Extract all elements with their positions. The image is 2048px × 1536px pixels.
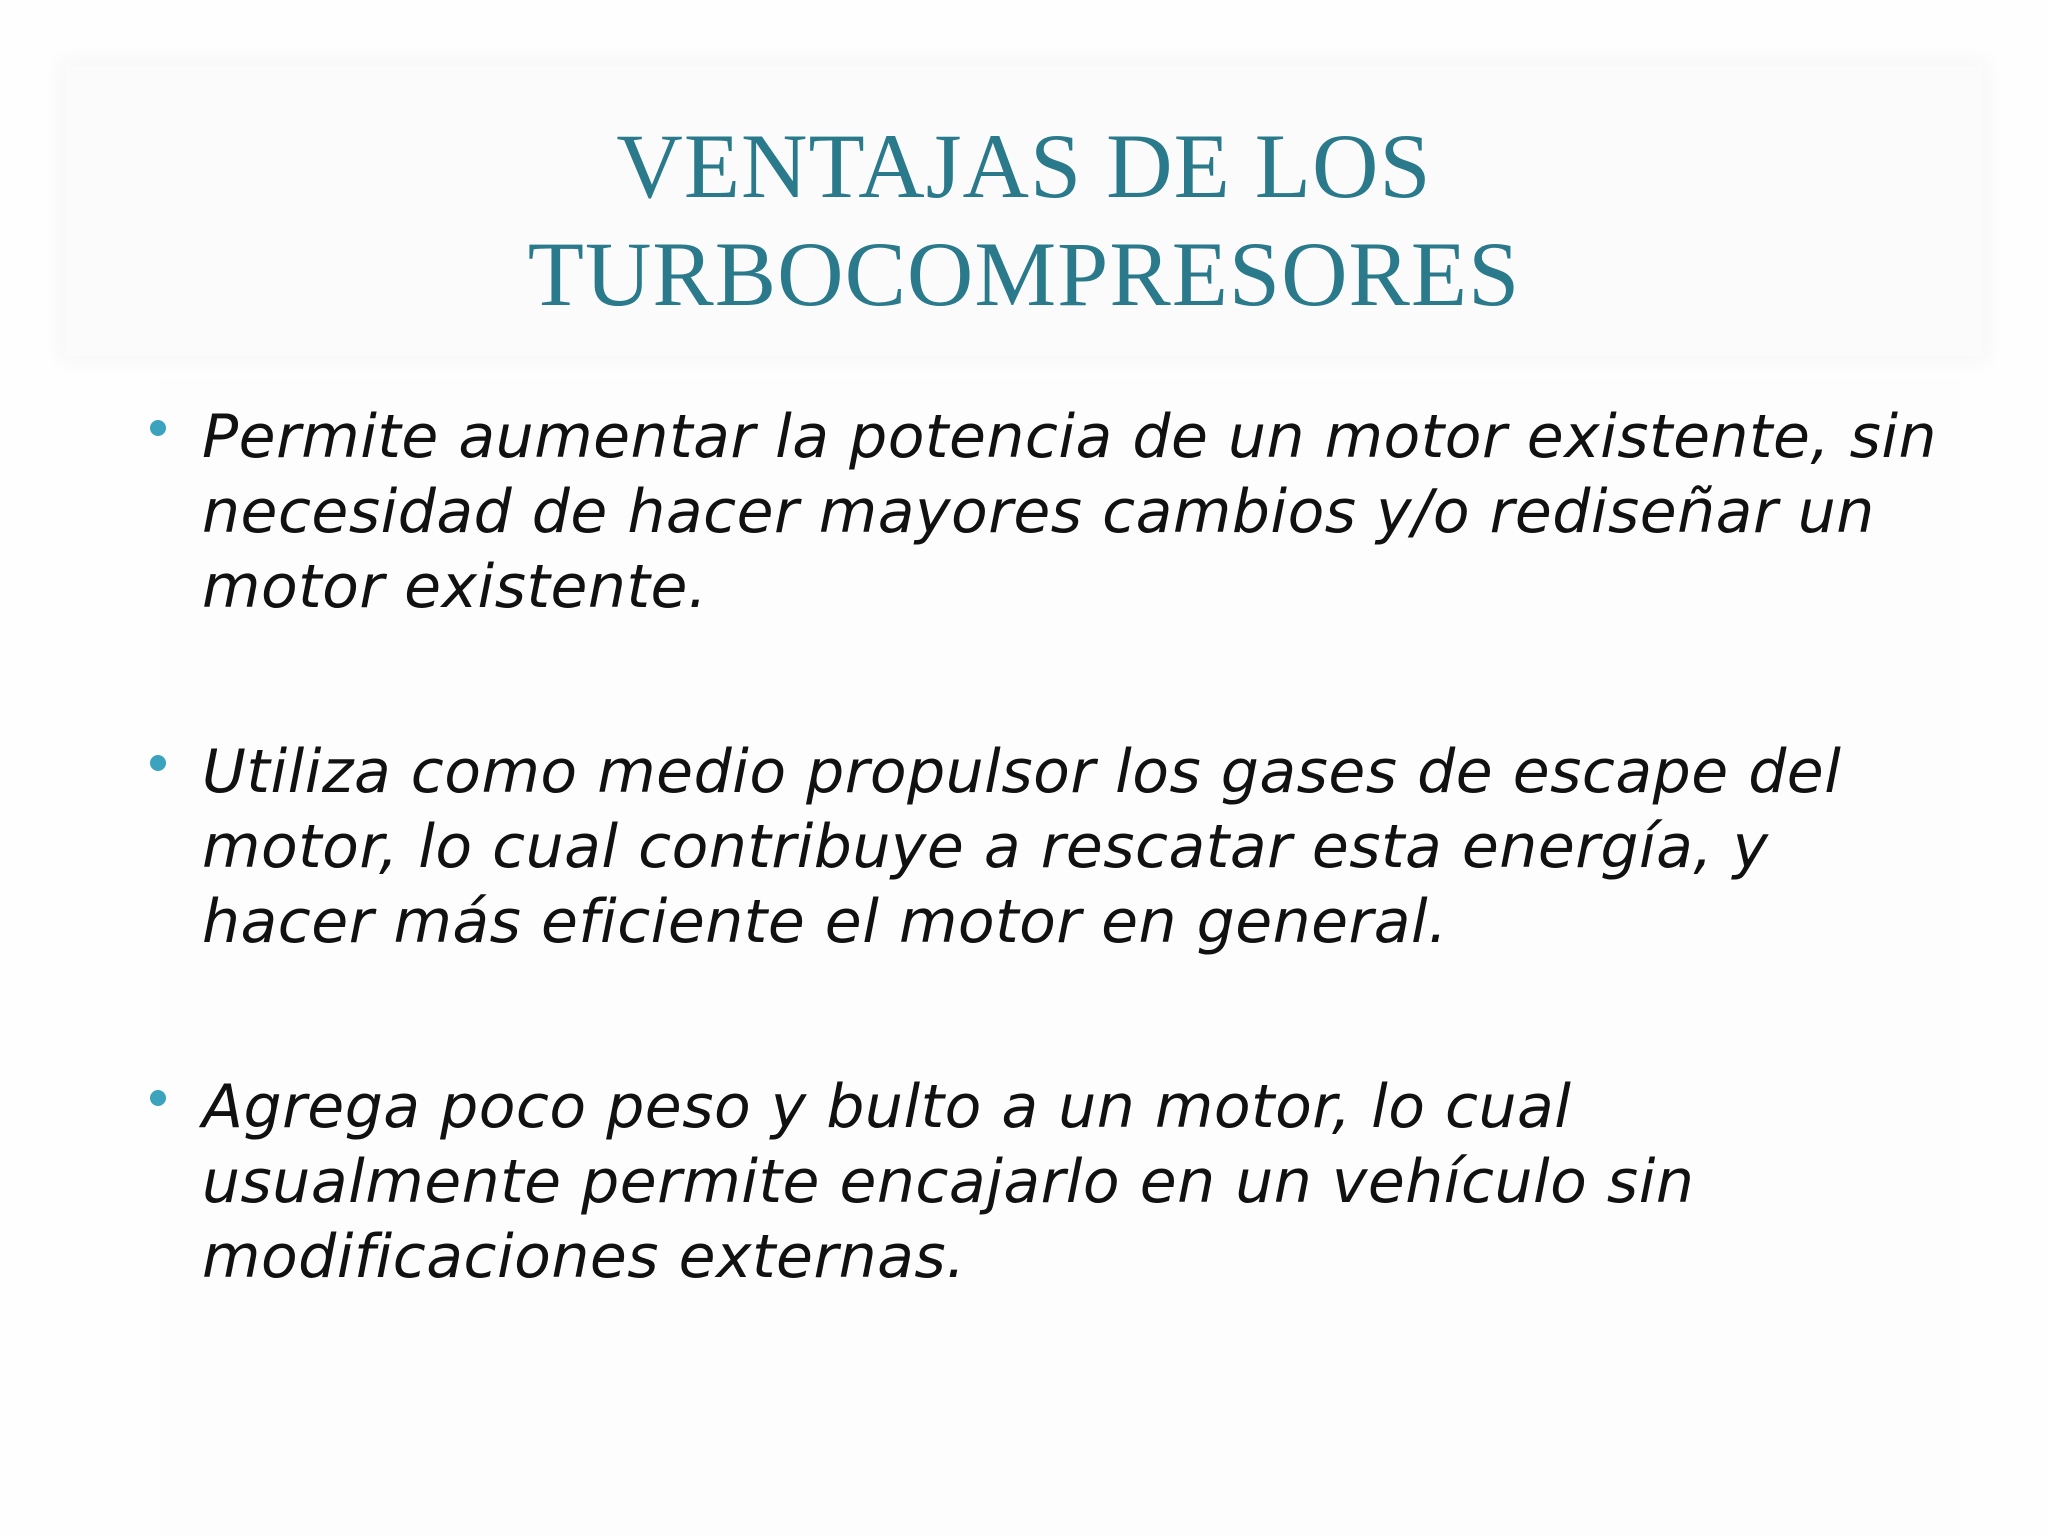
bullet-text: Permite aumentar la potencia de un motor existente, sin necesidad de hacer mayores cambios y/o rediseñar un motor existente. bbox=[202, 402, 1938, 622]
bullet-text: Agrega poco peso y bulto a un motor, lo cual usualmente permite encajarlo en un vehículo sin modificaciones externas. bbox=[202, 1072, 1695, 1292]
slide-title-line-1: VENTAJAS DE LOS bbox=[616, 115, 1432, 217]
bullet-item-2 bbox=[140, 735, 1940, 960]
bullet-item-3 bbox=[140, 1070, 1940, 1295]
bullet-dot-icon bbox=[150, 755, 166, 771]
slide-title-line-2: TURBOCOMPRESORES bbox=[527, 223, 1521, 325]
bullet-dot-icon bbox=[150, 1090, 166, 1106]
bullet-text: Utiliza como medio propulsor los gases de escape del motor, lo cual contribuye a rescatar esta energía, y hacer más eficiente el motor en general. bbox=[202, 737, 1842, 957]
bullet-list bbox=[140, 400, 1940, 1405]
bullet-item-1 bbox=[140, 400, 1940, 625]
bullet-dot-icon bbox=[150, 420, 166, 436]
slide-title bbox=[66, 112, 1982, 328]
